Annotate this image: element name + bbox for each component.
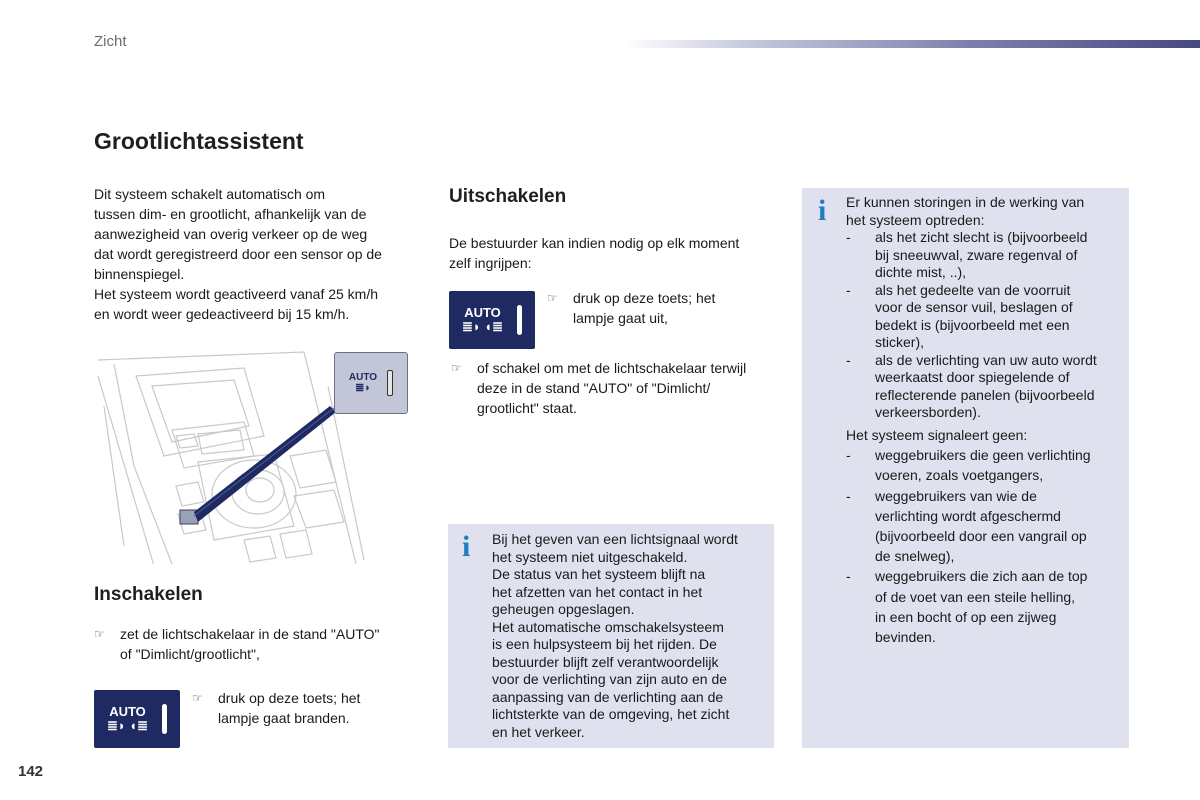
info-line: De status van het systeem blijft na <box>492 566 706 582</box>
page-title: Grootlichtassistent <box>94 128 304 154</box>
list-item: - weggebruikers die zich aan de top of de voet van een steile helling, in een bocht of op een zijweg bevinden. <box>846 568 1088 646</box>
indicator-lamp <box>162 704 167 734</box>
auto-button-off <box>449 291 535 349</box>
uitschakelen-step-1 <box>547 288 777 328</box>
info-line: lichtsterkte van de omgeving, het zicht <box>492 706 730 722</box>
step-line: of schakel om met de lichtschakelaar terwijl <box>477 360 747 376</box>
signals-list <box>846 445 1124 647</box>
indicator-lamp <box>517 305 522 335</box>
faults-list <box>846 229 1124 422</box>
info-line: voor de verlichting van zijn auto en de <box>492 671 728 687</box>
intro-paragraph <box>94 184 412 324</box>
info-line: Bij het geven van een lichtsignaal wordt <box>492 531 738 547</box>
hand-pointer-icon: ☞ <box>547 291 558 305</box>
list-item: - weggebruikers die geen verlichting voeren, zoals voetgangers, <box>846 447 1091 484</box>
info-line: het afzetten van het contact in het <box>492 583 703 600</box>
info-line: het systeem niet uitgeschakeld. <box>492 548 688 565</box>
inschakelen-step-1 <box>94 624 424 664</box>
section-title: Zicht <box>94 33 127 50</box>
indicator-lamp <box>387 370 393 396</box>
intro-line: dat wordt geregistreerd door een sensor op de <box>94 246 382 262</box>
info-box-center <box>448 524 774 748</box>
info-icon: i <box>818 194 827 227</box>
hand-pointer-icon: ☞ <box>451 361 462 375</box>
intro-line: Het systeem wordt geactiveerd vanaf 25 km/h <box>94 286 379 302</box>
signals-intro: Het systeem signaleert geen: <box>846 427 1028 443</box>
auto-button-zoom <box>334 352 408 414</box>
step-line: grootlicht" staat. <box>477 400 577 416</box>
info-line: bestuurder blijft zelf verantwoordelijk <box>492 653 719 670</box>
list-item: - als het gedeelte van de voorruit voor de sensor vuil, beslagen of bedekt is (bijvoorbeeld met een sticker), <box>846 281 1073 350</box>
list-item: - als de verlichting van uw auto wordt weerkaatst door spiegelende of reflecterende panelen (bijvoorbeeld verkeersborden). <box>846 351 1097 420</box>
headlamp-icon: ≣◗ ◖≣ <box>461 319 504 334</box>
intro-line: zelf ingrijpen: <box>449 255 532 271</box>
header-bar <box>625 40 1200 48</box>
headlamp-icon: ≣◗ ◖≣ <box>106 718 149 733</box>
step-line: lampje gaat branden. <box>218 710 350 726</box>
uitschakelen-intro <box>449 233 779 273</box>
intro-line: Dit systeem schakelt automatisch om <box>94 186 326 202</box>
headlamp-icon: ≣◗ <box>355 382 371 394</box>
inschakelen-heading: Inschakelen <box>94 584 203 605</box>
intro-line: binnenspiegel. <box>94 266 185 282</box>
info-icon: i <box>462 530 471 563</box>
uitschakelen-heading: Uitschakelen <box>449 186 567 207</box>
faults-intro-line: het systeem optreden: <box>846 211 985 228</box>
uitschakelen-step-2 <box>451 358 781 418</box>
step-line: druk op deze toets; het <box>218 690 361 706</box>
inschakelen-step-2 <box>192 688 422 728</box>
intro-line: De bestuurder kan indien nodig op elk moment <box>449 235 740 251</box>
info-line: en het verkeer. <box>492 723 585 740</box>
faults-intro-line: Er kunnen storingen in de werking van <box>846 194 1085 210</box>
step-line: zet de lichtschakelaar in de stand "AUTO" <box>120 626 380 642</box>
step-line: deze in de stand "AUTO" of "Dimlicht/ <box>477 380 711 396</box>
list-item: - als het zicht slecht is (bijvoorbeeld bij sneeuwval, zware regenval of dichte mist, ..), <box>846 229 1088 280</box>
faults-section <box>846 194 1124 422</box>
info-box-right <box>802 188 1129 748</box>
hand-pointer-icon: ☞ <box>192 691 203 705</box>
intro-line: en wordt weer gedeactiveerd bij 15 km/h. <box>94 306 350 322</box>
step-line: of "Dimlicht/grootlicht", <box>120 646 260 662</box>
auto-label: AUTO <box>348 372 378 383</box>
intro-line: aanwezigheid van overig verkeer op de weg <box>94 226 368 242</box>
signals-section <box>846 425 1124 647</box>
hand-pointer-icon: ☞ <box>94 627 105 641</box>
auto-label: AUTO <box>464 305 501 320</box>
info-line: Het automatische omschakelsysteem <box>492 618 724 635</box>
auto-label: AUTO <box>109 704 146 719</box>
intro-line: tussen dim- en grootlicht, afhankelijk van de <box>94 206 367 222</box>
page-number: 142 <box>18 763 44 780</box>
list-item: - weggebruikers van wie de verlichting wordt afgeschermd (bijvoorbeeld door een vangrail op de snelweg), <box>846 487 1087 565</box>
info-box-text <box>492 531 772 741</box>
step-line: lampje gaat uit, <box>573 310 668 326</box>
info-line: aanpassing van de verlichting aan de <box>492 688 724 705</box>
console-illustration <box>94 346 414 564</box>
info-line: is een hulpsysteem bij het rijden. De <box>492 636 717 652</box>
auto-button-on <box>94 690 180 748</box>
step-line: druk op deze toets; het <box>573 290 716 306</box>
info-line: geheugen opgeslagen. <box>492 601 635 617</box>
